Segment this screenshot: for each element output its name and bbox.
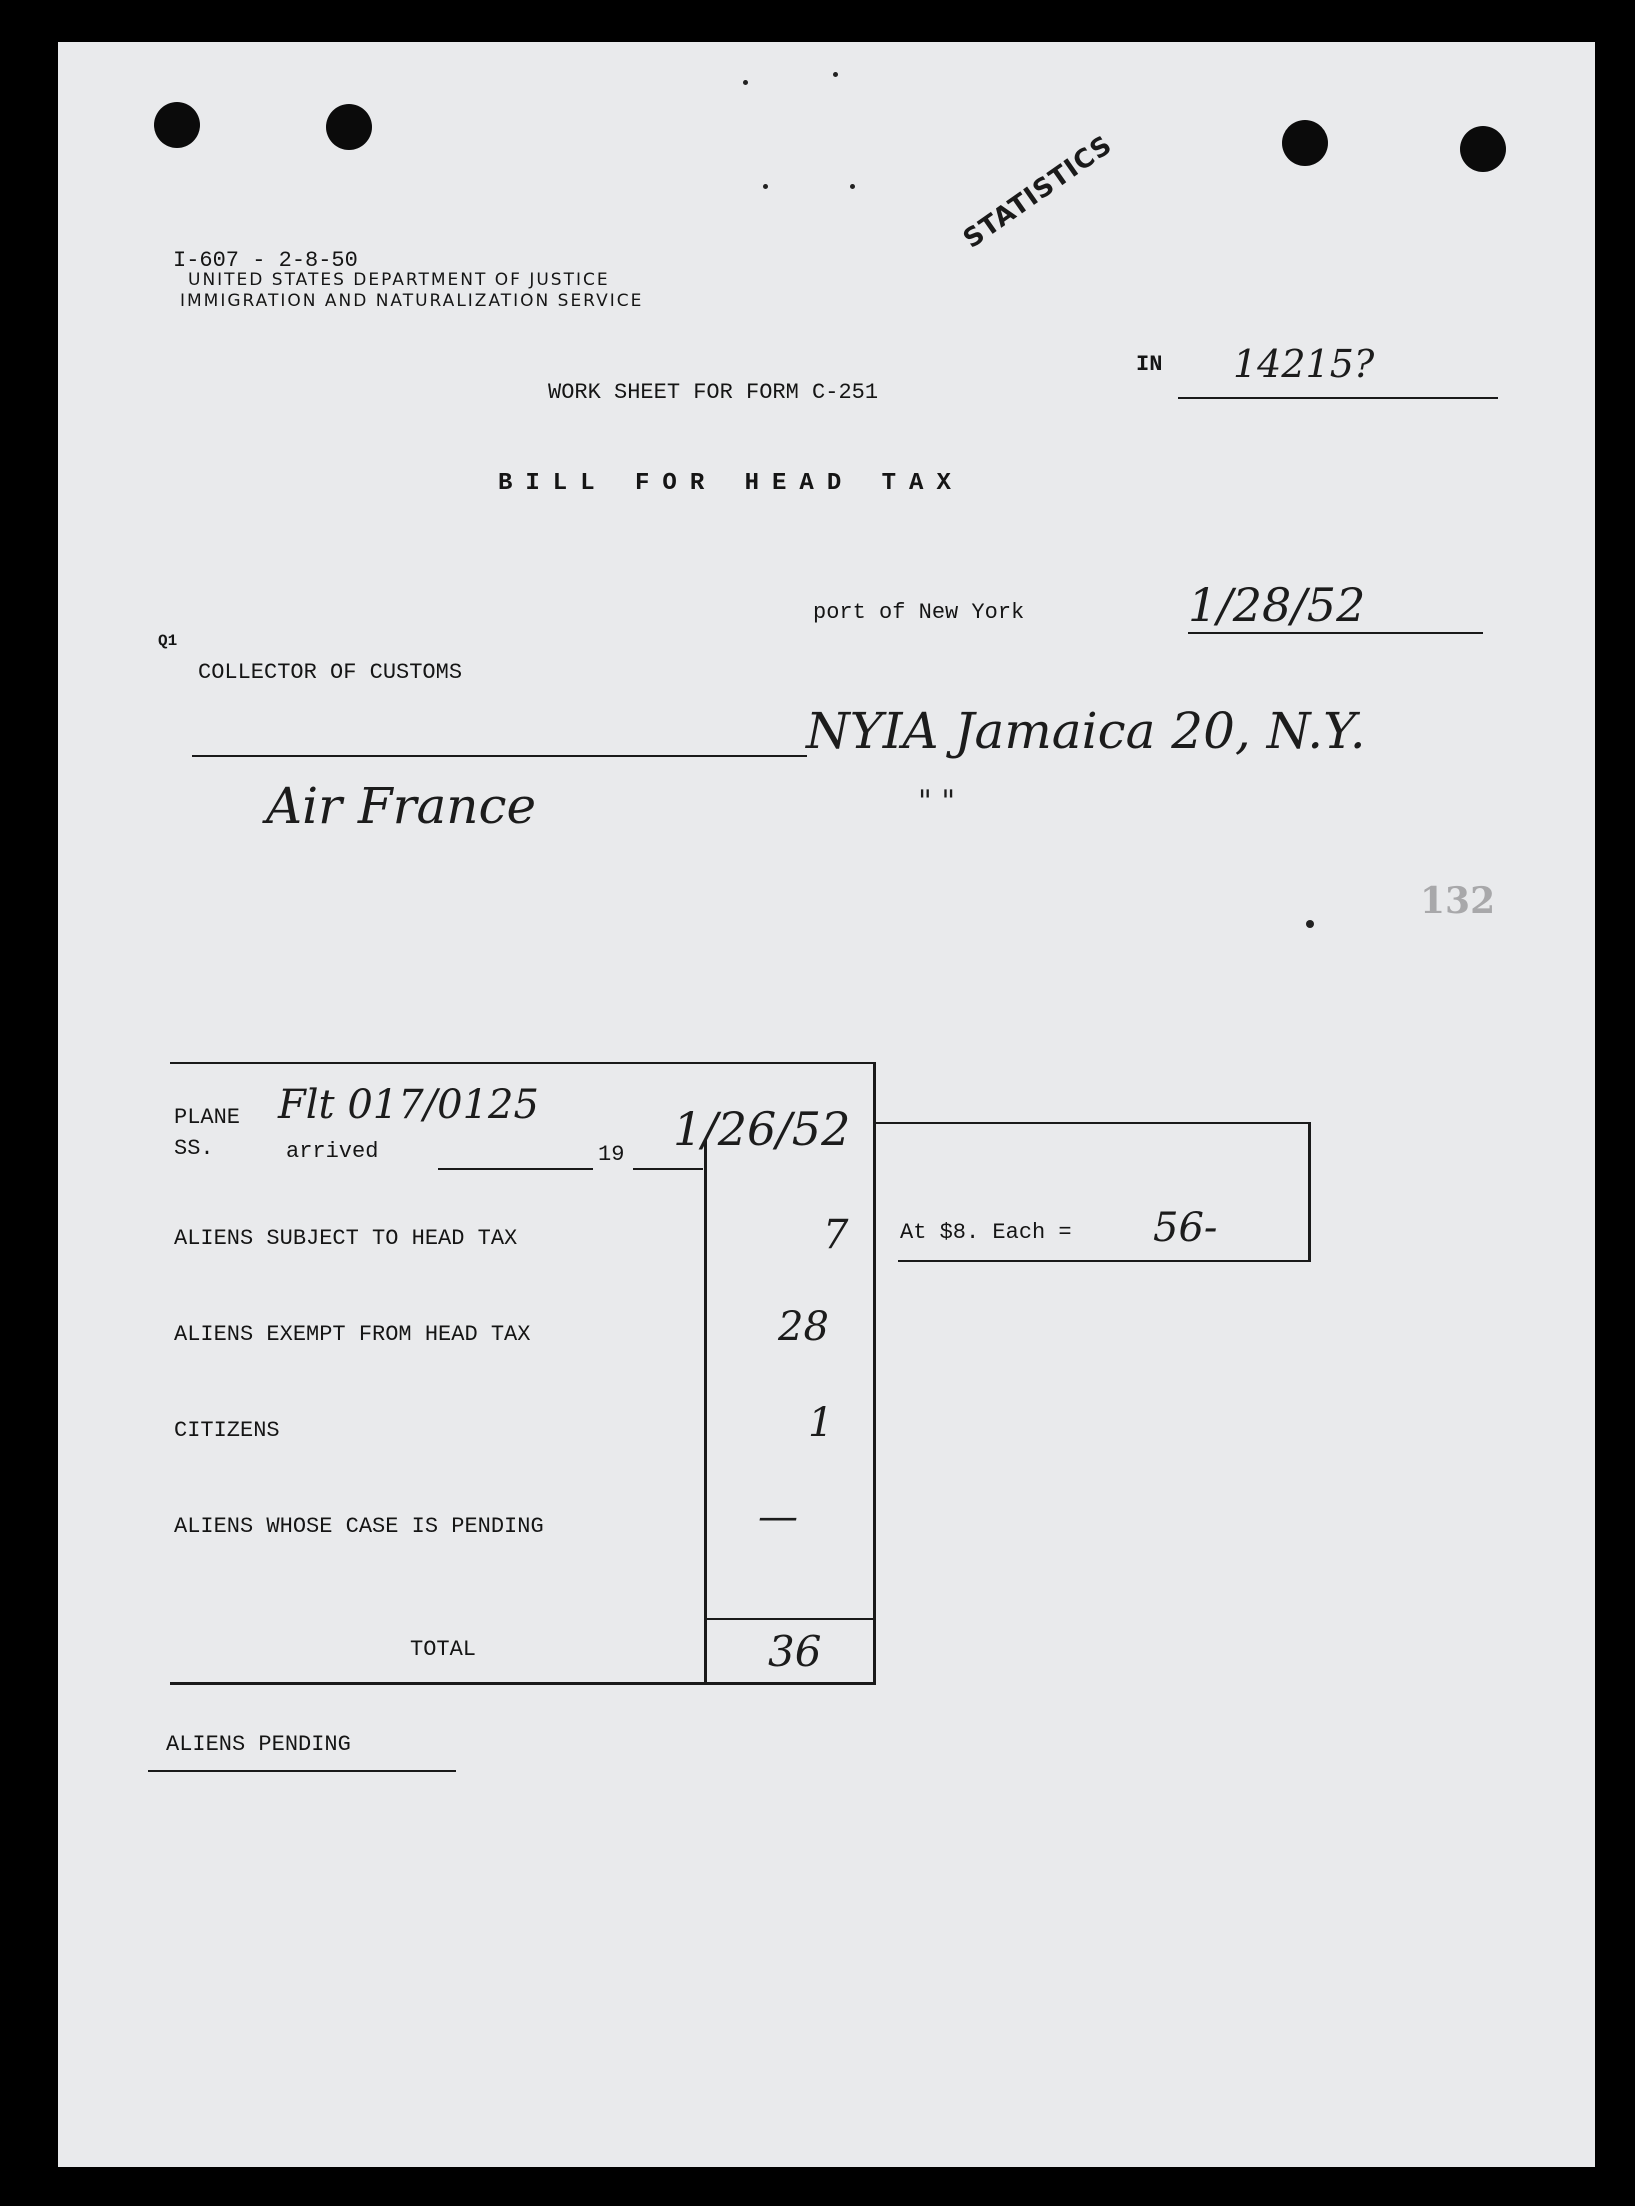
address-handwritten: NYIA Jamaica 20, N.Y. bbox=[806, 702, 1366, 760]
page-number: 132 bbox=[1420, 880, 1496, 922]
document-page bbox=[58, 42, 1595, 2167]
table-bottom-border bbox=[170, 1682, 876, 1685]
punch-hole bbox=[1282, 120, 1328, 166]
arrival-date: 1/26/52 bbox=[673, 1102, 851, 1156]
table-top-border bbox=[170, 1062, 875, 1064]
statistics-stamp: STATISTICS bbox=[958, 129, 1119, 255]
year-underline bbox=[633, 1168, 703, 1170]
plane-label: PLANE bbox=[174, 1105, 241, 1130]
total-value: 36 bbox=[768, 1627, 822, 1676]
ditto-marks: " " bbox=[918, 784, 956, 819]
year-prefix: 19 bbox=[598, 1142, 625, 1167]
punch-hole bbox=[1460, 126, 1506, 172]
total-divider bbox=[704, 1618, 874, 1620]
rate-label: At $8. Each = bbox=[900, 1220, 1072, 1245]
speck bbox=[763, 184, 768, 189]
arrived-label: arrived bbox=[286, 1139, 379, 1164]
rate-box-top-border bbox=[876, 1122, 1310, 1124]
row-value: 7 bbox=[823, 1212, 849, 1258]
worksheet-title: WORK SHEET FOR FORM C-251 bbox=[548, 380, 879, 405]
row-value: — bbox=[758, 1494, 798, 1540]
total-label: TOTAL bbox=[410, 1637, 477, 1662]
ss-label: SS. bbox=[174, 1136, 214, 1161]
agency-service: IMMIGRATION AND NATURALIZATION SERVICE bbox=[180, 291, 644, 311]
rate-box-right-border bbox=[1308, 1122, 1311, 1262]
punch-hole bbox=[326, 104, 372, 150]
in-number: 14215? bbox=[1233, 342, 1375, 386]
punch-hole bbox=[154, 102, 200, 148]
row-label: ALIENS WHOSE CASE IS PENDING bbox=[174, 1514, 544, 1539]
date-underline bbox=[1188, 632, 1483, 634]
collector-label: COLLECTOR OF CUSTOMS bbox=[198, 660, 463, 685]
speck bbox=[850, 184, 855, 189]
value-column-right-border bbox=[873, 1062, 876, 1684]
agency-name: UNITED STATES DEPARTMENT OF JUSTICE bbox=[188, 270, 610, 290]
port-label: port of New York bbox=[813, 600, 1025, 625]
flight-handwritten: Flt 017/0125 bbox=[278, 1082, 539, 1128]
row-label: ALIENS EXEMPT FROM HEAD TAX bbox=[174, 1322, 531, 1347]
row-value: 28 bbox=[778, 1304, 829, 1350]
aliens-pending-label: ALIENS PENDING bbox=[166, 1732, 351, 1757]
in-number-underline bbox=[1178, 397, 1498, 399]
bill-date: 1/28/52 bbox=[1188, 578, 1366, 632]
rate-amount: 56- bbox=[1153, 1205, 1218, 1251]
to-mark: Q1 bbox=[158, 632, 178, 650]
address-underline bbox=[192, 755, 807, 757]
in-label: IN bbox=[1136, 352, 1163, 377]
row-label: CITIZENS bbox=[174, 1418, 280, 1443]
carrier-handwritten: Air France bbox=[266, 777, 537, 835]
speck bbox=[1306, 920, 1314, 928]
bill-title: BILL FOR HEAD TAX bbox=[498, 470, 964, 497]
arrived-underline bbox=[438, 1168, 593, 1170]
rate-box-bottom-border bbox=[898, 1260, 1311, 1262]
form-number: I-607 - 2-8-50 bbox=[173, 248, 358, 273]
speck bbox=[743, 80, 748, 85]
row-label: ALIENS SUBJECT TO HEAD TAX bbox=[174, 1226, 518, 1251]
speck bbox=[833, 72, 838, 77]
aliens-pending-underline bbox=[148, 1770, 456, 1772]
row-value: 1 bbox=[808, 1400, 834, 1446]
value-column-left-border bbox=[704, 1140, 707, 1684]
